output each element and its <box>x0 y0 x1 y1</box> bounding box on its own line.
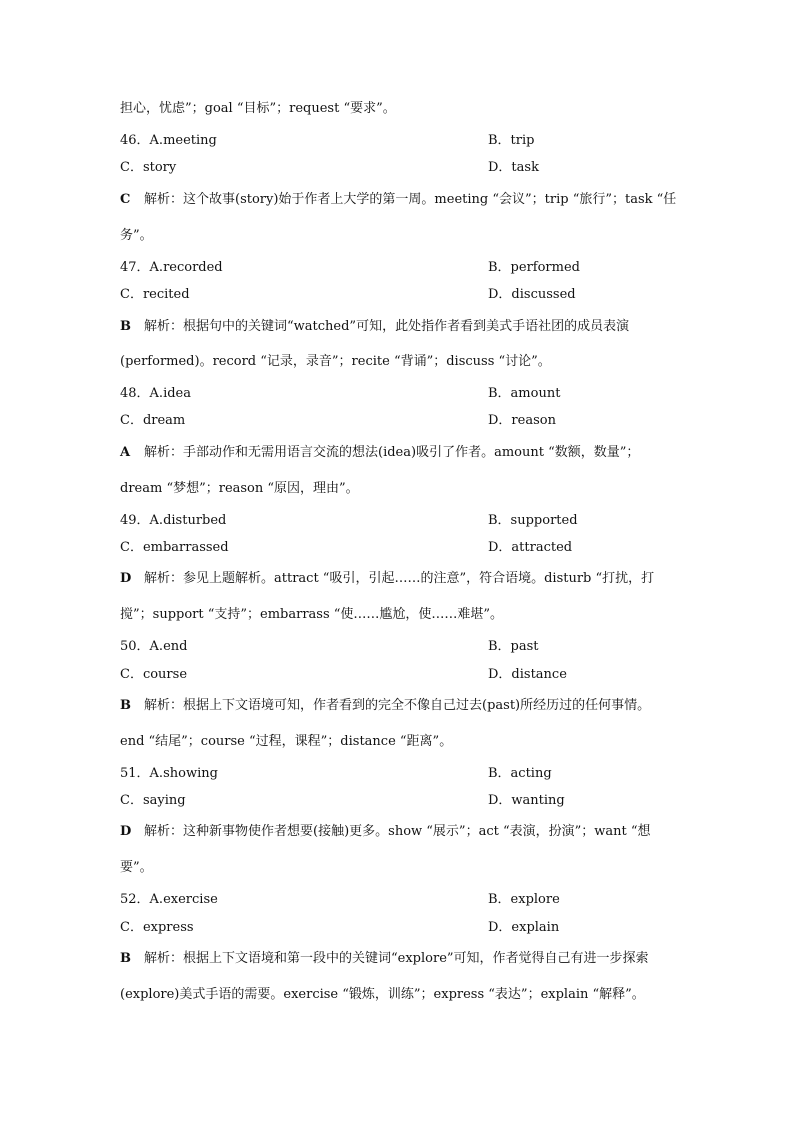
option-a: 46．A.meeting <box>120 133 217 148</box>
option-d: D．reason <box>488 413 556 428</box>
option-b: B．explore <box>488 892 560 907</box>
explanation-line: dream “梦想”；reason “原因，理由”。 <box>120 481 359 496</box>
answer-letter: C <box>120 192 131 207</box>
option-b: B．trip <box>488 133 535 148</box>
answer-letter: D <box>120 824 132 839</box>
option-a: 52．A.exercise <box>120 892 218 907</box>
question-row <box>120 412 680 430</box>
question-row <box>120 539 680 557</box>
question-row <box>120 765 680 783</box>
option-d: D．explain <box>488 920 560 935</box>
explanation-line: A 解析：手部动作和无需用语言交流的想法(idea)吸引了作者。amount “数额，数量”； <box>120 445 640 460</box>
option-b: B．supported <box>488 513 578 528</box>
question-number: 51． <box>120 766 150 781</box>
question-row <box>120 919 680 937</box>
option-a: 48．A.idea <box>120 386 191 401</box>
question-row <box>120 259 680 277</box>
explanation-line: D 解析：参见上题解析。attract “吸引，引起……的注意”，符合语境。disturb “打扰，打 <box>120 571 655 586</box>
option-c: C．dream <box>120 413 186 428</box>
question-number: 50． <box>120 639 150 654</box>
answer-letter: A <box>120 445 131 460</box>
question-row <box>120 512 680 530</box>
option-c: C．recited <box>120 287 190 302</box>
option-b: B．performed <box>488 260 580 275</box>
question-row <box>120 666 680 684</box>
question-number: 52． <box>120 892 150 907</box>
answer-letter: B <box>120 951 131 966</box>
explanation-line: D 解析：这种新事物使作者想要(接触)更多。show “展示”；act “表演，扮演”；want “想 <box>120 824 651 839</box>
option-c: C．saying <box>120 793 186 808</box>
option-d: D．task <box>488 160 539 175</box>
question-row <box>120 385 680 403</box>
option-b: B．acting <box>488 766 552 781</box>
option-a: 50．A.end <box>120 639 188 654</box>
answer-letter: D <box>120 571 132 586</box>
option-a: 47．A.recorded <box>120 260 223 275</box>
option-c: C．embarrassed <box>120 540 229 555</box>
option-d: D．attracted <box>488 540 573 555</box>
explanation-line: 务”。 <box>120 228 153 243</box>
option-d: D．wanting <box>488 793 565 808</box>
question-row <box>120 792 680 810</box>
option-d: D．distance <box>488 667 567 682</box>
question-row <box>120 891 680 909</box>
answer-letter: B <box>120 319 131 334</box>
explanation-line: 搅”；support “支持”；embarrass “使……尴尬，使……难堪”。 <box>120 607 504 622</box>
explanation-line: 要”。 <box>120 860 153 875</box>
option-a: 49．A.disturbed <box>120 513 227 528</box>
option-c: C．story <box>120 160 177 175</box>
explanation-line: (performed)。record “记录，录音”；recite “背诵”；discuss “讨论”。 <box>120 354 551 369</box>
question-row <box>120 638 680 656</box>
option-b: B．past <box>488 639 539 654</box>
question-row <box>120 159 680 177</box>
option-b: B．amount <box>488 386 561 401</box>
explanation-line: B 解析：根据上下文语境可知，作者看到的完全不像自己过去(past)所经历过的任何事情。 <box>120 698 651 713</box>
explanation-line: B 解析：根据句中的关键词“watched”可知，此处指作者看到美式手语社团的成员表演 <box>120 319 630 334</box>
answer-letter: B <box>120 698 131 713</box>
option-c: C．express <box>120 920 194 935</box>
option-c: C．course <box>120 667 188 682</box>
question-number: 48． <box>120 386 150 401</box>
option-d: D．discussed <box>488 287 576 302</box>
question-row <box>120 132 680 150</box>
question-row <box>120 286 680 304</box>
explanation-line: (explore)美式手语的需要。exercise “锻炼，训练”；express “表达”；explain “解释”。 <box>120 987 645 1002</box>
question-number: 46． <box>120 133 150 148</box>
explanation-line: B 解析：根据上下文语境和第一段中的关键词“explore”可知，作者觉得自己有进一步探索 <box>120 951 649 966</box>
question-number: 47． <box>120 260 150 275</box>
explanation-line: end “结尾”；course “过程，课程”；distance “距离”。 <box>120 734 453 749</box>
option-a: 51．A.showing <box>120 766 218 781</box>
question-number: 49． <box>120 513 150 528</box>
explanation-line: C 解析：这个故事(story)始于作者上大学的第一周。meeting “会议”；trip “旅行”；task “任 <box>120 192 677 207</box>
intro-line: 担心，忧虑”；goal “目标”；request “要求”。 <box>120 101 396 116</box>
